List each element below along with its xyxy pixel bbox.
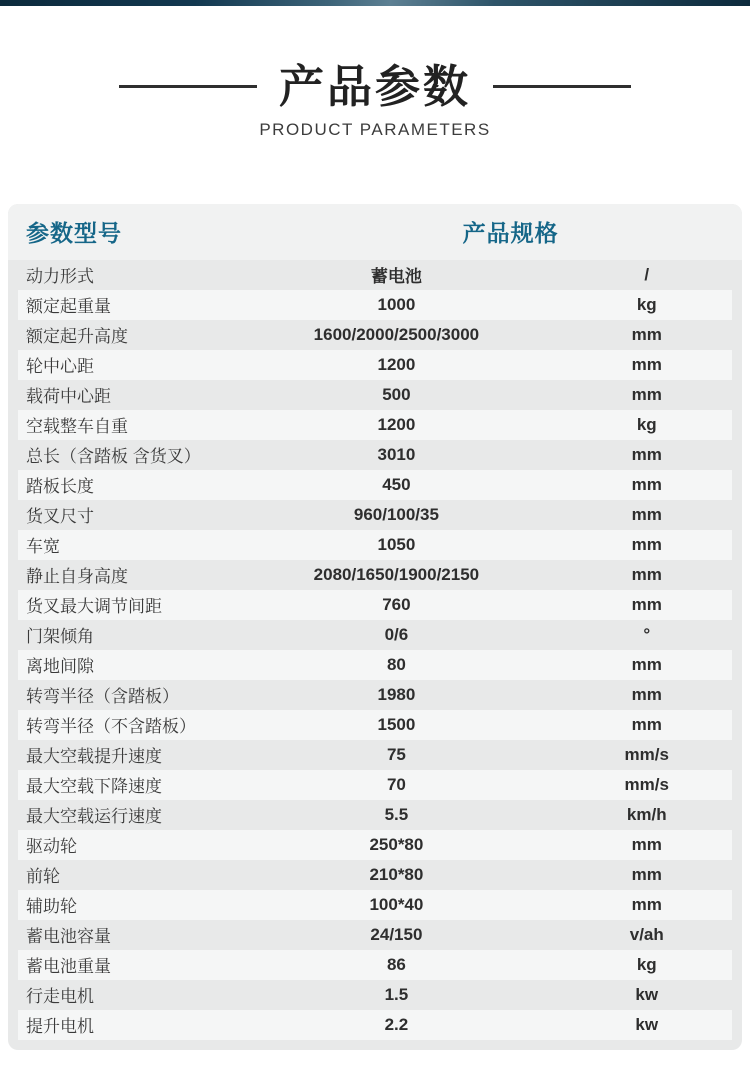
parameter-label: 行走电机 — [26, 987, 94, 1006]
section-title-block — [0, 62, 750, 112]
header-parameter-model: 参数型号 — [26, 220, 122, 246]
table-row — [18, 890, 732, 920]
table-row — [18, 290, 732, 320]
parameter-value: 1600/2000/2500/3000 — [313, 324, 480, 344]
parameter-unit: mm — [631, 864, 662, 884]
parameter-label: 辅助轮 — [26, 897, 77, 916]
parameter-unit: mm — [631, 384, 662, 404]
table-row — [18, 260, 732, 290]
parameter-label: 驱动轮 — [26, 837, 77, 856]
parameter-label: 最大空载下降速度 — [26, 777, 162, 796]
parameter-unit: v/ah — [629, 924, 664, 944]
parameter-label: 最大空载提升速度 — [26, 747, 162, 766]
table-row — [18, 860, 732, 890]
parameter-label: 额定起重量 — [26, 297, 111, 316]
top-decor-bar — [0, 0, 750, 6]
parameter-label: 转弯半径（不含踏板） — [26, 717, 196, 736]
spec-table — [8, 204, 742, 1050]
parameter-label: 总长（含踏板 含货叉） — [26, 447, 201, 466]
parameter-label: 蓄电池容量 — [26, 927, 111, 946]
table-row — [18, 830, 732, 860]
table-row — [18, 650, 732, 680]
title-rule-right — [493, 85, 631, 88]
parameter-label: 离地间隙 — [26, 657, 94, 676]
parameter-value: 24/150 — [370, 924, 423, 944]
parameter-value: 1200 — [377, 414, 416, 434]
parameter-unit: mm — [631, 354, 662, 374]
parameter-unit: kg — [636, 954, 657, 974]
parameter-value: 2.2 — [384, 1014, 409, 1034]
parameter-value: 86 — [386, 954, 406, 974]
page-subtitle: PRODUCT PARAMETERS — [259, 119, 491, 139]
parameter-unit: km/h — [626, 804, 667, 824]
parameter-value: 1050 — [377, 534, 416, 554]
parameter-unit: kw — [635, 984, 659, 1004]
title-rule-left — [119, 85, 257, 88]
parameter-label: 最大空载运行速度 — [26, 807, 162, 826]
table-row — [18, 1010, 732, 1040]
table-row — [18, 740, 732, 770]
parameter-value: 80 — [386, 654, 406, 674]
table-row — [18, 710, 732, 740]
parameter-value: 250*80 — [369, 834, 424, 854]
table-row — [18, 350, 732, 380]
parameter-unit: mm — [631, 654, 662, 674]
parameter-label: 动力形式 — [26, 267, 94, 286]
page-title: 产品参数 — [278, 61, 471, 112]
parameter-unit: mm — [631, 834, 662, 854]
header-product-spec: 产品规格 — [462, 220, 559, 246]
table-row — [18, 380, 732, 410]
parameter-value: 760 — [382, 594, 411, 614]
table-row — [18, 320, 732, 350]
parameter-unit: kg — [636, 294, 657, 314]
table-row — [18, 590, 732, 620]
parameter-unit: mm — [631, 324, 662, 344]
parameter-value: 蓄电池 — [370, 267, 422, 286]
parameter-value: 100*40 — [369, 894, 424, 914]
table-row — [18, 680, 732, 710]
parameter-unit: mm/s — [624, 744, 669, 764]
spec-table-header-row — [8, 204, 742, 260]
parameter-label: 门架倾角 — [26, 627, 94, 646]
parameter-unit: mm — [631, 504, 662, 524]
table-row — [18, 410, 732, 440]
parameter-label: 转弯半径（含踏板） — [26, 687, 179, 706]
parameter-value: 0/6 — [384, 624, 409, 644]
parameter-label: 静止自身高度 — [26, 567, 128, 586]
parameter-unit: mm/s — [624, 774, 669, 794]
parameter-unit: mm — [631, 474, 662, 494]
parameter-unit: / — [644, 264, 650, 284]
parameter-unit: mm — [631, 534, 662, 554]
parameter-value: 2080/1650/1900/2150 — [313, 564, 480, 584]
parameter-value: 960/100/35 — [353, 504, 439, 524]
parameter-value: 450 — [382, 474, 411, 494]
table-row — [18, 440, 732, 470]
parameter-label: 货叉最大调节间距 — [26, 597, 162, 616]
parameter-unit: kg — [636, 414, 657, 434]
table-row — [18, 620, 732, 650]
parameter-value: 1000 — [377, 294, 416, 314]
parameter-unit: ° — [643, 624, 651, 644]
parameter-label: 前轮 — [26, 867, 60, 886]
table-row — [18, 530, 732, 560]
parameter-value: 1200 — [377, 354, 416, 374]
parameter-label: 提升电机 — [26, 1017, 94, 1036]
parameter-value: 210*80 — [369, 864, 424, 884]
parameter-unit: mm — [631, 894, 662, 914]
parameter-unit: mm — [631, 714, 662, 734]
parameter-value: 3010 — [377, 444, 416, 464]
table-row — [18, 560, 732, 590]
parameter-label: 轮中心距 — [26, 357, 94, 376]
table-row — [18, 920, 732, 950]
parameter-unit: kw — [635, 1014, 659, 1034]
spec-table-body — [8, 260, 742, 1040]
parameter-unit: mm — [631, 444, 662, 464]
parameter-label: 蓄电池重量 — [26, 957, 111, 976]
parameter-label: 空载整车自重 — [26, 417, 128, 436]
table-row — [18, 800, 732, 830]
table-row — [18, 770, 732, 800]
parameter-value: 500 — [382, 384, 411, 404]
parameter-unit: mm — [631, 594, 662, 614]
table-row — [18, 500, 732, 530]
table-row — [18, 980, 732, 1010]
parameter-value: 70 — [386, 774, 406, 794]
parameter-label: 车宽 — [26, 537, 60, 556]
parameter-label: 货叉尺寸 — [26, 507, 94, 526]
parameter-label: 踏板长度 — [26, 477, 94, 496]
parameter-unit: mm — [631, 564, 662, 584]
parameter-value: 1980 — [377, 684, 416, 704]
parameter-value: 1.5 — [384, 984, 409, 1004]
parameter-label: 额定起升高度 — [26, 327, 128, 346]
parameter-value: 5.5 — [384, 804, 409, 824]
table-row — [18, 470, 732, 500]
table-row — [18, 950, 732, 980]
parameter-value: 75 — [386, 744, 406, 764]
parameter-unit: mm — [631, 684, 662, 704]
parameter-value: 1500 — [377, 714, 416, 734]
parameter-label: 载荷中心距 — [26, 387, 111, 406]
